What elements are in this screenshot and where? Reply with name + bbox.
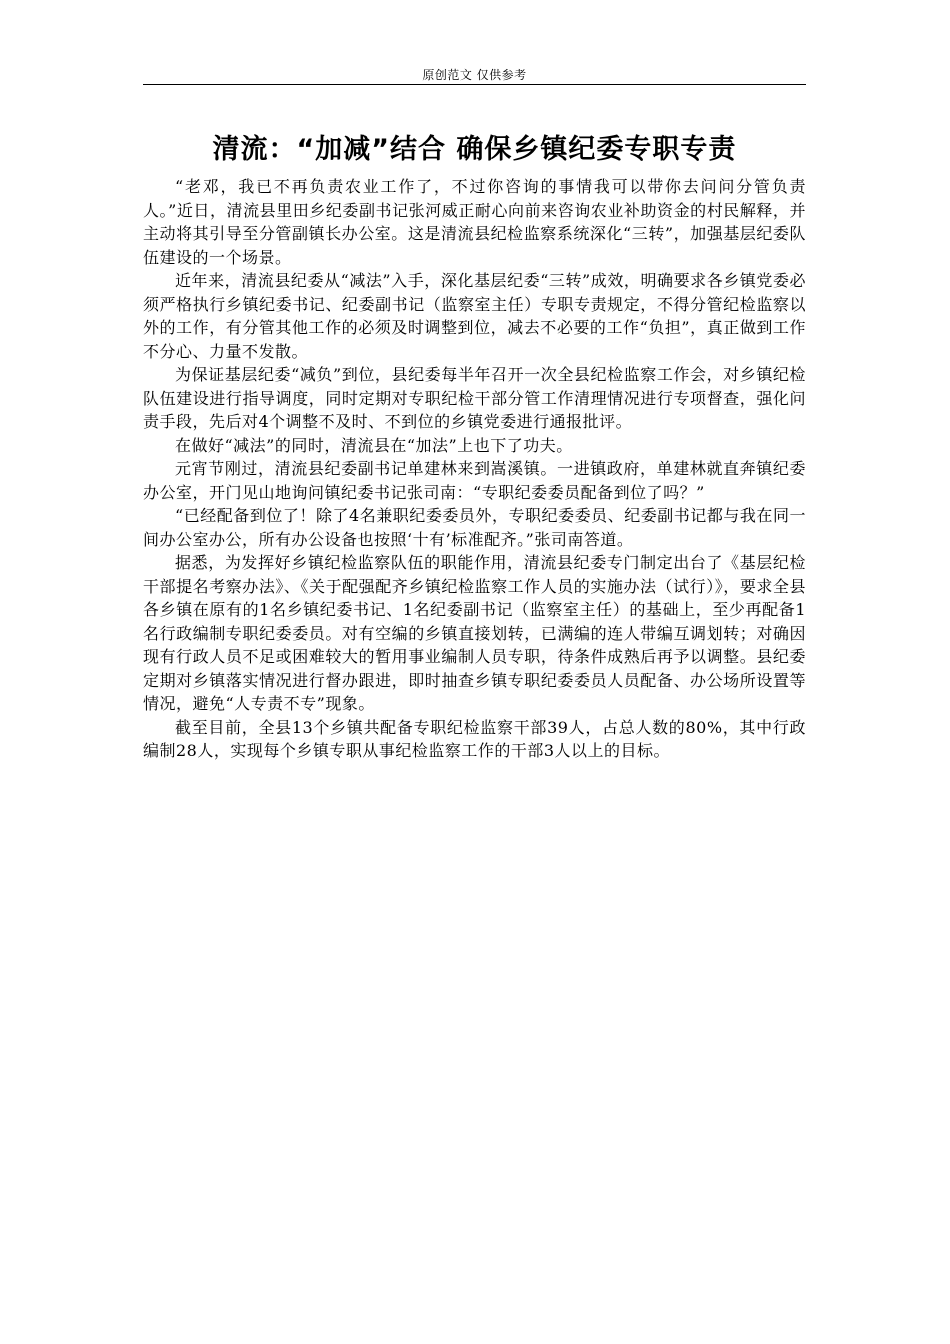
article-paragraph: 元宵节刚过，清流县纪委副书记单建林来到嵩溪镇。一进镇政府，单建林就直奔镇纪委办公室，开门见山地询问镇纪委书记张司南：“专职纪委委员配备到位了吗？” — [143, 459, 806, 502]
article-paragraph: 近年来，清流县纪委从“减法”入手，深化基层纪委“三转”成效，明确要求各乡镇党委必须严格执行乡镇纪委书记、纪委副书记（监察室主任）专职专责规定，不得分管纪检监察以外的工作，有分管其他工作的必须及时调整到位，减去不必要的工作“负担”，真正做到工作不分心、力量不发散。 — [143, 271, 806, 361]
article-body — [143, 175, 806, 763]
page-header — [143, 64, 806, 85]
article-paragraph: 截至目前，全县13个乡镇共配备专职纪检监察干部39人，占总人数的80%，其中行政编制28人，实现每个乡镇专职从事纪检监察工作的干部3人以上的目标。 — [143, 717, 806, 760]
article-paragraph: 据悉，为发挥好乡镇纪检监察队伍的职能作用，清流县纪委专门制定出台了《基层纪检干部提名考察办法》、《关于配强配齐乡镇纪检监察工作人员的实施办法（试行）》，要求全县各乡镇在原有的1名乡镇纪委书记、1名纪委副书记（监察室主任）的基础上，至少再配备1名行政编制专职纪委委员。对有空编的乡镇直接划转，已满编的连人带编互调划转；对确因现有行政人员不足或困难较大的暂用事业编制人员专职，待条件成熟后再予以调整。县纪委定期对乡镇落实情况进行督办跟进，即时抽查乡镇专职纪委委员人员配备、办公场所设置等情况，避免“人专责不专”现象。 — [143, 553, 806, 713]
article-paragraph: 为保证基层纪委“减负”到位，县纪委每半年召开一次全县纪检监察工作会，对乡镇纪检队伍建设进行指导调度，同时定期对专职纪检干部分管工作清理情况进行专项督查，强化问责手段，先后对4个调整不及时、不到位的乡镇党委进行通报批评。 — [143, 365, 806, 431]
article-paragraph: “已经配备到位了！除了4名兼职纪委委员外，专职纪委委员、纪委副书记都与我在同一间办公室办公，所有办公设备也按照‘十有’标准配齐。”张司南答道。 — [143, 506, 806, 549]
article-title: 清流：“加减”结合 确保乡镇纪委专职专责 — [212, 134, 737, 165]
header-text: 原创范文 仅供参考 — [422, 68, 527, 82]
article-paragraph: 在做好“减法”的同时，清流县在“加法”上也下了功夫。 — [175, 435, 573, 455]
article-paragraph: “老邓，我已不再负责农业工作了，不过你咨询的事情我可以带你去问问分管负责人。”近日，清流县里田乡纪委副书记张河威正耐心向前来咨询农业补助资金的村民解释，并主动将其引导至分管副镇长办公室。这是清流县纪检监察系统深化“三转”，加强基层纪委队伍建设的一个场景。 — [143, 177, 806, 267]
